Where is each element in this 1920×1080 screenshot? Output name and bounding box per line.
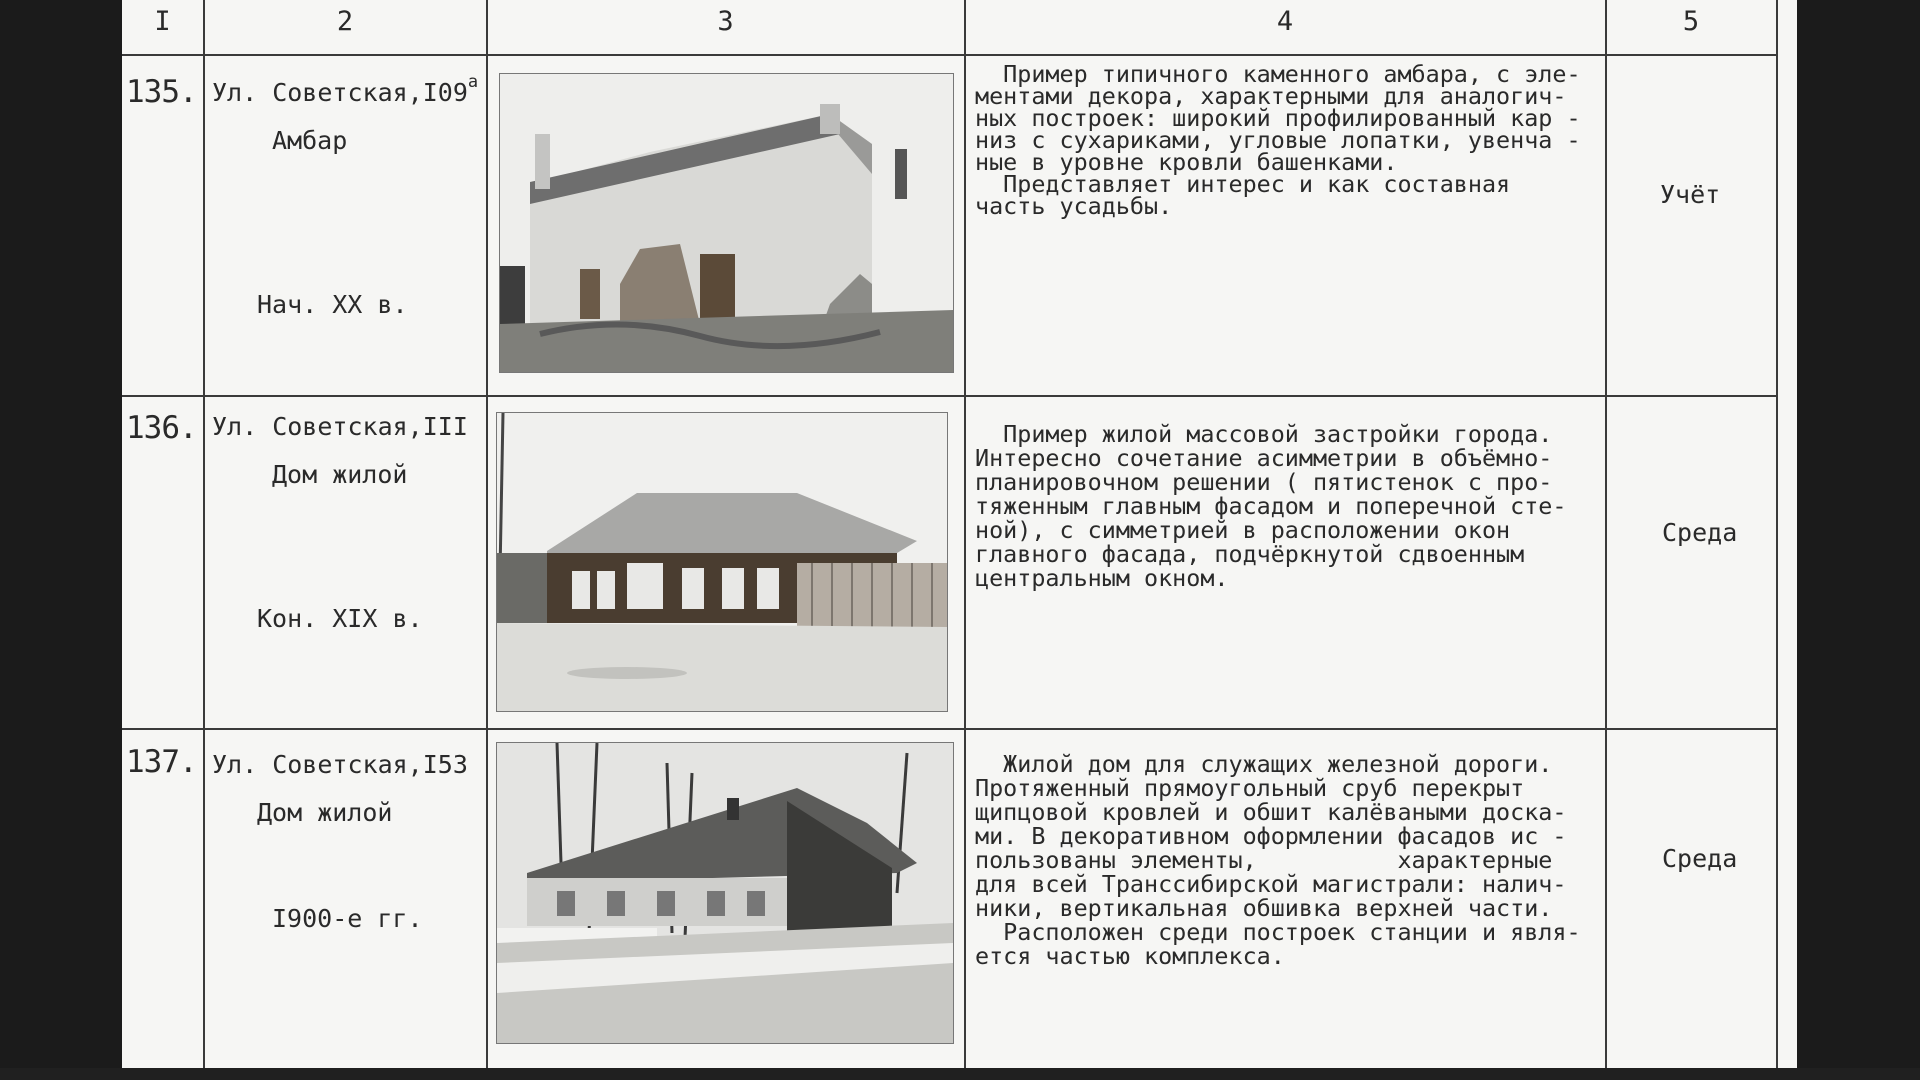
description-line: щипцовой кровлей и обшит калёваными доска- — [975, 798, 1567, 826]
description-line: Протяженный прямоугольный сруб перекрыт — [975, 774, 1525, 802]
scan-edge — [0, 1068, 1920, 1080]
entry-category: Среда — [1662, 844, 1738, 873]
entry-category: Учёт — [1660, 180, 1721, 209]
entry-number: 136. — [126, 410, 197, 446]
column-divider — [1776, 0, 1778, 1068]
entry-type: Дом жилой — [272, 460, 408, 489]
stone-barn-photo — [499, 73, 954, 373]
column-header-4: 4 — [1276, 6, 1294, 37]
description-line: ники, вертикальная обшивка верхней части. — [975, 894, 1553, 922]
description-line: Пример жилой массовой застройки города. — [975, 420, 1553, 448]
description-line: центральным окном. — [975, 564, 1229, 592]
entry-date: Кон. XIX в. — [257, 604, 423, 633]
description-line: Жилой дом для служащих железной дороги. — [975, 750, 1553, 778]
description-line: Расположен среди построек станции и явля- — [975, 918, 1581, 946]
description-line: Представляет интерес и как составная — [975, 170, 1511, 198]
description-line: тяженным главным фасадом и поперечной сте- — [975, 492, 1567, 520]
column-header-3: 3 — [717, 6, 734, 37]
column-divider — [964, 0, 966, 1068]
description-line: пользованы элементы, характерные — [975, 846, 1553, 874]
description-line: для всей Транссибирской магистрали: налич- — [975, 870, 1567, 898]
row-divider — [122, 728, 1777, 730]
entry-type: Амбар — [272, 126, 348, 155]
column-divider — [203, 0, 205, 1068]
column-header-2: 2 — [336, 6, 354, 37]
column-header-5: 5 — [1682, 6, 1700, 37]
address-text: Ул. Советская,I09 — [212, 78, 468, 107]
entry-number: 137. — [126, 744, 197, 780]
document-sheet — [122, 0, 1797, 1068]
address-superscript: а — [467, 72, 479, 92]
row-divider — [122, 395, 1777, 397]
column-header-1: I — [154, 6, 171, 37]
description-line: Пример типичного каменного амбара, с эле- — [975, 60, 1581, 88]
entry-number: 135. — [126, 74, 197, 110]
wooden-house-photo — [496, 412, 948, 712]
entry-address: Ул. Советская,III — [212, 412, 468, 441]
description-line: ментами декора, характерными для аналогич- — [975, 82, 1567, 110]
description-line: ми. В декоративном оформлении фасадов ис - — [975, 822, 1567, 850]
row-divider — [122, 54, 1777, 56]
description-line: низ с сухариками, угловые лопатки, увенча - — [975, 126, 1581, 154]
entry-date: Нач. XX в. — [257, 290, 408, 319]
description-line: ной), с симметрией в расположении окон — [975, 516, 1511, 544]
entry-type: Дом жилой — [257, 798, 393, 827]
description-line: Интересно сочетание асимметрии в объёмно- — [975, 444, 1553, 472]
description-line: часть усадьбы. — [975, 192, 1173, 220]
description-line: ные в уровне кровли башенками. — [975, 148, 1398, 176]
description-line: ется частью комплекса. — [975, 942, 1285, 970]
entry-category: Среда — [1662, 518, 1738, 547]
entry-address — [212, 72, 479, 107]
entry-address: Ул. Советская,I53 — [212, 750, 468, 779]
description-line: планировочном решении ( пятистенок с про- — [975, 468, 1553, 496]
description-line: ных построек: широкий профилированный кар - — [975, 104, 1581, 132]
description-line: главного фасада, подчёркнутой сдвоенным — [975, 540, 1525, 568]
railway-house-photo — [496, 742, 954, 1044]
column-divider — [486, 0, 488, 1068]
entry-date: I900-е гг. — [272, 904, 423, 933]
